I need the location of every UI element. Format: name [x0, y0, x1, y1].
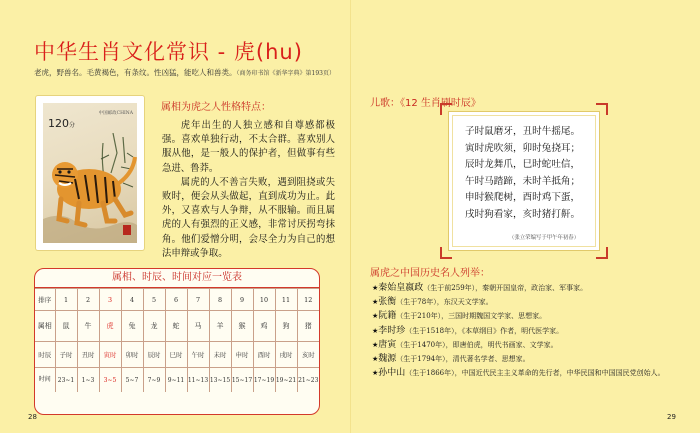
song-line: 戌时狗看家，亥时猪打鼾。: [465, 208, 581, 220]
star-icon: ★: [372, 284, 379, 292]
song-line: 寅时虎吹须，卯时兔挠耳；: [465, 142, 581, 154]
tiger-icon: [43, 133, 137, 243]
page-number-left: 28: [28, 413, 37, 421]
row-header: 排序: [35, 289, 55, 311]
table-cell: 19~21: [275, 368, 297, 393]
table-cell: 11~13: [187, 368, 209, 393]
star-icon: ★: [372, 312, 379, 321]
table-cell: 猪: [297, 311, 319, 342]
page-number-right: 29: [667, 413, 676, 421]
table-row-order: [35, 289, 319, 311]
zodiac-table: [35, 288, 319, 392]
figure-name: 唐寅: [378, 339, 397, 350]
table-cell: 丑时: [77, 342, 99, 368]
subtitle-source: （商务印书馆《新华字典》第193页）: [236, 70, 335, 77]
table-cell: 5: [143, 289, 165, 311]
row-header: 时间: [35, 368, 55, 393]
table-cell: 11: [275, 289, 297, 311]
table-cell: 辰时: [143, 342, 165, 368]
figure-name: 李时珍: [378, 325, 406, 336]
table-cell: 12: [297, 289, 319, 311]
figure-item: [372, 368, 672, 379]
star-icon: ★: [372, 369, 379, 378]
figure-item: [372, 354, 672, 365]
figure-name: 孙中山: [378, 368, 406, 379]
table-cell: 7~9: [143, 368, 165, 393]
table-cell: 未时: [209, 342, 231, 368]
trait-heading: 属相为虎之人性格特点：: [161, 102, 271, 113]
song-line: 辰时龙舞爪，巳时蛇吐信，: [465, 159, 581, 171]
table-cell: 猴: [231, 311, 253, 342]
stamp-value: [48, 117, 75, 130]
figure-name: 阮籍: [378, 311, 397, 322]
figure-item: [372, 297, 672, 308]
table-cell: 酉时: [253, 342, 275, 368]
table-cell: 5~7: [121, 368, 143, 393]
correspondence-table: [34, 268, 320, 415]
star-icon: ★: [372, 354, 379, 363]
figure-name: 秦始皇嬴政: [378, 283, 424, 293]
table-cell: 7: [187, 289, 209, 311]
figure-desc: （生于1866年），中国近代民主主义革命的先行者，中华民国和中国国民党创始人。: [405, 369, 665, 378]
table-cell: 2: [77, 289, 99, 311]
star-icon: ★: [372, 298, 379, 307]
stamp-art: [43, 103, 137, 243]
song-box: [448, 111, 600, 251]
stamp-postal-label: 中国邮政CHINA: [98, 111, 133, 116]
table-cell: 亥时: [297, 342, 319, 368]
stamp-value-number: 120: [48, 117, 69, 130]
stamp-value-unit: 分: [69, 122, 76, 129]
table-cell: 卯时: [121, 342, 143, 368]
row-header: 时辰: [35, 342, 55, 368]
song-lines: [465, 124, 585, 224]
table-row-zodiac: [35, 311, 319, 342]
star-icon: ★: [372, 326, 379, 335]
table-cell: 1~3: [77, 368, 99, 393]
figures-list: [372, 283, 672, 382]
figure-name: 魏源: [378, 353, 397, 364]
page-subtitle: [34, 67, 335, 78]
table-cell: 巳时: [165, 342, 187, 368]
table-cell: 蛇: [165, 311, 187, 342]
table-cell: 9: [231, 289, 253, 311]
table-cell: 兔: [121, 311, 143, 342]
table-cell: 鸡: [253, 311, 275, 342]
table-cell: 戌时: [275, 342, 297, 368]
trait-body: [162, 119, 335, 261]
song-line: 午时马踏蹄，未时羊抵角；: [465, 175, 581, 187]
figure-desc: （生于210年），三国时期魏国文学家、思想家。: [396, 312, 547, 321]
table-cell: 狗: [275, 311, 297, 342]
tiger-stamp: [36, 96, 144, 250]
page-title: 中华生肖文化常识 - 虎(hu): [34, 40, 303, 64]
table-row-time: [35, 368, 319, 393]
table-cell: 13~15: [209, 368, 231, 393]
table-cell: 午时: [187, 342, 209, 368]
song-line: 子时鼠磨牙，丑时牛摇尾。: [465, 126, 581, 137]
table-cell: 10: [253, 289, 275, 311]
table-cell: 4: [121, 289, 143, 311]
song-credit: （张立荣编写于甲午年初春）: [509, 235, 580, 241]
table-cell: 9~11: [165, 368, 187, 393]
table-cell: 21~23: [297, 368, 319, 393]
table-cell: 鼠: [55, 311, 77, 342]
table-title: 属相、时辰、时间对应一览表: [35, 269, 319, 288]
figure-item: [372, 311, 672, 322]
table-cell: 17~19: [253, 368, 275, 393]
table-cell: 申时: [231, 342, 253, 368]
table-cell: 3~5: [99, 368, 121, 393]
table-cell: 1: [55, 289, 77, 311]
figure-desc: （生于1794年），清代著名学者、思想家。: [396, 354, 530, 363]
figure-desc: （生于前259年），秦朝开国皇帝，政治家、军事家。: [423, 284, 588, 292]
figure-item: [372, 283, 672, 294]
song-line: 申时猴爬树，酉时鸡下蛋，: [465, 192, 581, 204]
song-heading: 儿歌：《12 生肖刷时辰》: [370, 98, 481, 109]
figure-desc: （生于78年），东汉天文学家。: [396, 298, 493, 307]
table-cell: 羊: [209, 311, 231, 342]
trait-paragraph: 属虎的人不善言失败，遇到阻挠或失败时，便会从头做起，直到成功为止。此外，又喜欢与人争辩，从不服输。而且属虎的人有强烈的正义感，非常讨厌拐弯抹角。他们爱憎分明，会尽全力为自己的想法申辩或争取。: [162, 176, 335, 259]
subtitle-text: 老虎，野兽名。毛黄褐色，有条纹。性凶猛，能吃人和兽类。: [34, 68, 237, 77]
figure-item: [372, 326, 672, 337]
table-cell: 15~17: [231, 368, 253, 393]
figure-desc: （生于1518年），《本草纲目》作者，明代医学家。: [405, 326, 564, 335]
row-header: 属相: [35, 311, 55, 342]
trait-paragraph: 虎年出生的人独立感和自尊感都极强。喜欢单独行动，不太合群。喜欢别人服从他，是一般人的保护者，但做事有些急进、鲁莽。: [162, 120, 335, 174]
table-cell: 子时: [55, 342, 77, 368]
table-row-shichen: [35, 342, 319, 368]
table-cell: 8: [209, 289, 231, 311]
page-divider: [350, 0, 351, 433]
table-cell: 寅时: [99, 342, 121, 368]
table-cell: 23~1: [55, 368, 77, 393]
table-cell: 虎: [99, 311, 121, 342]
figure-name: 张衡: [378, 297, 397, 308]
figure-item: [372, 340, 672, 351]
table-cell: 牛: [77, 311, 99, 342]
figure-desc: （生于1470年），即唐伯虎，明代书画家、文学家。: [396, 340, 558, 349]
star-icon: ★: [372, 340, 379, 349]
table-cell: 6: [165, 289, 187, 311]
table-cell: 3: [99, 289, 121, 311]
table-cell: 龙: [143, 311, 165, 342]
figures-heading: 属虎之中国历史名人列举：: [370, 268, 490, 279]
table-cell: 马: [187, 311, 209, 342]
